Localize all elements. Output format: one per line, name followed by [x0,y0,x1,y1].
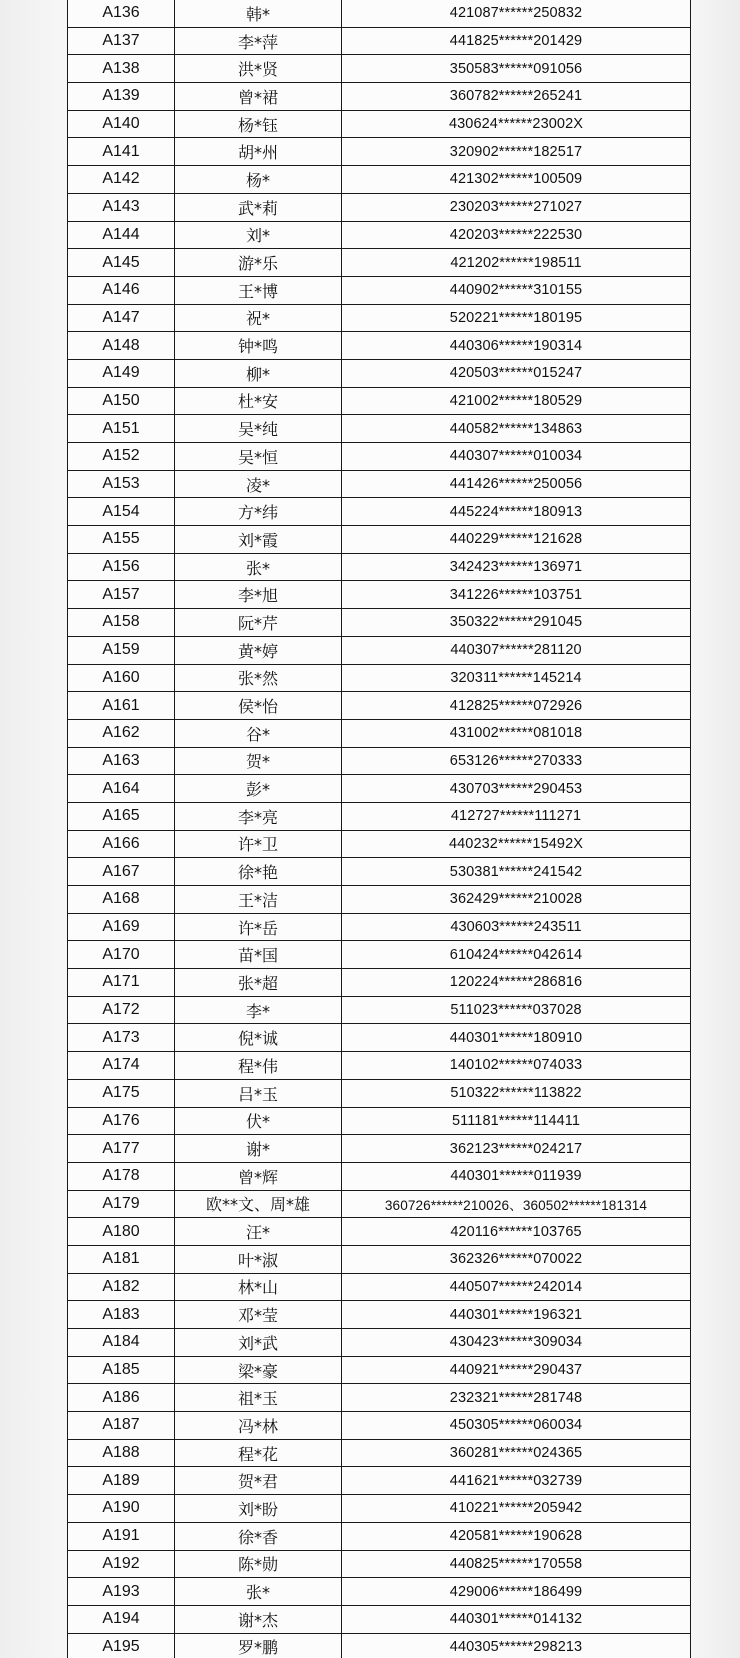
row-number-cell: A143 [68,193,175,221]
name-cell: 李*萍 [175,27,342,55]
id-number-cell: 530381******241542 [342,858,691,886]
table-row [68,802,691,830]
table-row [68,359,691,387]
row-number-cell: A161 [68,692,175,720]
name-cell: 韩* [175,0,342,27]
name-cell: 李* [175,996,342,1024]
row-number-cell: A163 [68,747,175,775]
id-number-cell: 441825******201429 [342,27,691,55]
row-number-cell: A171 [68,969,175,997]
id-number-cell: 610424******042614 [342,941,691,969]
table-row [68,664,691,692]
id-number-cell: 440582******134863 [342,415,691,443]
table-row [68,692,691,720]
name-cell: 吴*恒 [175,443,342,471]
id-number-cell: 420116******103765 [342,1218,691,1246]
table-row [68,1356,691,1384]
name-cell: 谢* [175,1135,342,1163]
table-row [68,1578,691,1606]
row-number-cell: A182 [68,1273,175,1301]
id-number-cell: 362429******210028 [342,886,691,914]
id-number-cell: 440307******281120 [342,636,691,664]
id-number-cell: 362326******070022 [342,1245,691,1273]
row-number-cell: A191 [68,1522,175,1550]
table-row [68,719,691,747]
table-row [68,1135,691,1163]
row-number-cell: A184 [68,1329,175,1357]
name-cell: 程*花 [175,1439,342,1467]
roster-table [67,0,691,1658]
table-row [68,470,691,498]
table-row [68,636,691,664]
row-number-cell: A174 [68,1052,175,1080]
name-cell: 武*莉 [175,193,342,221]
row-number-cell: A155 [68,526,175,554]
id-number-cell: 232321******281748 [342,1384,691,1412]
name-cell: 刘*霞 [175,526,342,554]
name-cell: 王*洁 [175,886,342,914]
row-number-cell: A178 [68,1162,175,1190]
table-row [68,1329,691,1357]
row-number-cell: A157 [68,581,175,609]
row-number-cell: A158 [68,609,175,637]
id-number-cell: 430603******243511 [342,913,691,941]
id-number-cell: 360726******210026、360502******181314 [342,1190,691,1218]
table-row [68,1079,691,1107]
name-cell: 曾*裙 [175,83,342,111]
row-number-cell: A173 [68,1024,175,1052]
name-cell: 钟*鸣 [175,332,342,360]
id-number-cell: 440902******310155 [342,276,691,304]
row-number-cell: A192 [68,1550,175,1578]
row-number-cell: A159 [68,636,175,664]
name-cell: 张*超 [175,969,342,997]
name-cell: 贺*君 [175,1467,342,1495]
table-row [68,1162,691,1190]
name-cell: 王*博 [175,276,342,304]
id-number-cell: 140102******074033 [342,1052,691,1080]
table-row [68,858,691,886]
table-row [68,387,691,415]
row-number-cell: A175 [68,1079,175,1107]
id-number-cell: 440825******170558 [342,1550,691,1578]
row-number-cell: A140 [68,110,175,138]
row-number-cell: A167 [68,858,175,886]
row-number-cell: A156 [68,553,175,581]
row-number-cell: A165 [68,802,175,830]
row-number-cell: A186 [68,1384,175,1412]
row-number-cell: A181 [68,1245,175,1273]
row-number-cell: A152 [68,443,175,471]
table-row [68,1024,691,1052]
table-row [68,498,691,526]
table-row [68,27,691,55]
id-number-cell: 421202******198511 [342,249,691,277]
row-number-cell: A179 [68,1190,175,1218]
name-cell: 游*乐 [175,249,342,277]
id-number-cell: 420203******222530 [342,221,691,249]
id-number-cell: 320902******182517 [342,138,691,166]
row-number-cell: A148 [68,332,175,360]
name-cell: 刘*武 [175,1329,342,1357]
name-cell: 汪* [175,1218,342,1246]
name-cell: 谷* [175,719,342,747]
table-row [68,138,691,166]
id-number-cell: 511023******037028 [342,996,691,1024]
name-cell: 杜*安 [175,387,342,415]
id-number-cell: 341226******103751 [342,581,691,609]
table-row [68,913,691,941]
id-number-cell: 350322******291045 [342,609,691,637]
id-number-cell: 440306******190314 [342,332,691,360]
row-number-cell: A170 [68,941,175,969]
table-row [68,1439,691,1467]
id-number-cell: 440301******196321 [342,1301,691,1329]
name-cell: 许*卫 [175,830,342,858]
name-cell: 梁*豪 [175,1356,342,1384]
id-number-cell: 429006******186499 [342,1578,691,1606]
name-cell: 程*伟 [175,1052,342,1080]
id-number-cell: 412825******072926 [342,692,691,720]
id-number-cell: 511181******114411 [342,1107,691,1135]
name-cell: 杨* [175,166,342,194]
table-row [68,526,691,554]
name-cell: 冯*林 [175,1412,342,1440]
table-row [68,969,691,997]
name-cell: 叶*淑 [175,1245,342,1273]
name-cell: 刘* [175,221,342,249]
row-number-cell: A154 [68,498,175,526]
name-cell: 陈*勋 [175,1550,342,1578]
name-cell: 李*亮 [175,802,342,830]
name-cell: 侯*怡 [175,692,342,720]
table-row [68,332,691,360]
id-number-cell: 440307******010034 [342,443,691,471]
row-number-cell: A139 [68,83,175,111]
table-row [68,1190,691,1218]
table-row [68,1605,691,1633]
row-number-cell: A151 [68,415,175,443]
table-row [68,1384,691,1412]
id-number-cell: 420581******190628 [342,1522,691,1550]
name-cell: 苗*国 [175,941,342,969]
row-number-cell: A168 [68,886,175,914]
table-row [68,553,691,581]
name-cell: 曾*辉 [175,1162,342,1190]
table-row [68,166,691,194]
row-number-cell: A147 [68,304,175,332]
table-row [68,415,691,443]
id-number-cell: 653126******270333 [342,747,691,775]
name-cell: 吕*玉 [175,1079,342,1107]
id-number-cell: 440232******15492X [342,830,691,858]
id-number-cell: 510322******113822 [342,1079,691,1107]
row-number-cell: A189 [68,1467,175,1495]
row-number-cell: A138 [68,55,175,83]
table-row [68,0,691,27]
id-number-cell: 421302******100509 [342,166,691,194]
name-cell: 罗*鹏 [175,1633,342,1658]
table-row [68,1550,691,1578]
row-number-cell: A193 [68,1578,175,1606]
row-number-cell: A169 [68,913,175,941]
id-number-cell: 421002******180529 [342,387,691,415]
id-number-cell: 440301******014132 [342,1605,691,1633]
id-number-cell: 421087******250832 [342,0,691,27]
id-number-cell: 362123******024217 [342,1135,691,1163]
name-cell: 林*山 [175,1273,342,1301]
table-row [68,221,691,249]
id-number-cell: 445224******180913 [342,498,691,526]
id-number-cell: 320311******145214 [342,664,691,692]
table-row [68,1633,691,1658]
id-number-cell: 520221******180195 [342,304,691,332]
table-row [68,830,691,858]
name-cell: 阮*芹 [175,609,342,637]
table-row [68,581,691,609]
row-number-cell: A144 [68,221,175,249]
id-number-cell: 230203******271027 [342,193,691,221]
name-cell: 谢*杰 [175,1605,342,1633]
name-cell: 邓*莹 [175,1301,342,1329]
name-cell: 彭* [175,775,342,803]
id-number-cell: 440305******298213 [342,1633,691,1658]
table-row [68,609,691,637]
row-number-cell: A153 [68,470,175,498]
id-number-cell: 430423******309034 [342,1329,691,1357]
row-number-cell: A195 [68,1633,175,1658]
table-row [68,276,691,304]
table-row [68,304,691,332]
name-cell: 凌* [175,470,342,498]
table-row [68,1412,691,1440]
id-number-cell: 440921******290437 [342,1356,691,1384]
id-number-cell: 360782******265241 [342,83,691,111]
table-row [68,1107,691,1135]
name-cell: 祝* [175,304,342,332]
table-row [68,443,691,471]
id-number-cell: 420503******015247 [342,359,691,387]
table-row [68,83,691,111]
row-number-cell: A146 [68,276,175,304]
row-number-cell: A187 [68,1412,175,1440]
row-number-cell: A136 [68,0,175,27]
name-cell: 杨*钰 [175,110,342,138]
table-row [68,193,691,221]
row-number-cell: A166 [68,830,175,858]
table-row [68,941,691,969]
id-number-cell: 342423******136971 [342,553,691,581]
id-number-cell: 430624******23002X [342,110,691,138]
name-cell: 许*岳 [175,913,342,941]
id-number-cell: 360281******024365 [342,1439,691,1467]
table-row [68,1467,691,1495]
row-number-cell: A164 [68,775,175,803]
id-number-cell: 430703******290453 [342,775,691,803]
name-cell: 伏* [175,1107,342,1135]
row-number-cell: A194 [68,1605,175,1633]
id-number-cell: 350583******091056 [342,55,691,83]
table-row [68,1495,691,1523]
row-number-cell: A137 [68,27,175,55]
name-cell: 方*纬 [175,498,342,526]
id-number-cell: 450305******060034 [342,1412,691,1440]
table-row [68,1301,691,1329]
name-cell: 徐*香 [175,1522,342,1550]
row-number-cell: A177 [68,1135,175,1163]
row-number-cell: A188 [68,1439,175,1467]
table-row [68,55,691,83]
row-number-cell: A180 [68,1218,175,1246]
row-number-cell: A185 [68,1356,175,1384]
name-cell: 徐*艳 [175,858,342,886]
id-number-cell: 410221******205942 [342,1495,691,1523]
name-cell: 黄*婷 [175,636,342,664]
table-row [68,249,691,277]
roster-table-body [68,0,691,1658]
name-cell: 欧**文、周*雄 [175,1190,342,1218]
row-number-cell: A183 [68,1301,175,1329]
id-number-cell: 440301******011939 [342,1162,691,1190]
id-number-cell: 120224******286816 [342,969,691,997]
row-number-cell: A160 [68,664,175,692]
name-cell: 柳* [175,359,342,387]
name-cell: 张* [175,553,342,581]
table-row [68,747,691,775]
row-number-cell: A149 [68,359,175,387]
id-number-cell: 440301******180910 [342,1024,691,1052]
name-cell: 刘*盼 [175,1495,342,1523]
table-row [68,1273,691,1301]
table-row [68,1052,691,1080]
id-number-cell: 431002******081018 [342,719,691,747]
name-cell: 吴*纯 [175,415,342,443]
row-number-cell: A176 [68,1107,175,1135]
row-number-cell: A142 [68,166,175,194]
name-cell: 倪*诚 [175,1024,342,1052]
row-number-cell: A145 [68,249,175,277]
name-cell: 洪*贤 [175,55,342,83]
row-number-cell: A141 [68,138,175,166]
row-number-cell: A172 [68,996,175,1024]
table-row [68,1245,691,1273]
name-cell: 祖*玉 [175,1384,342,1412]
table-row [68,110,691,138]
row-number-cell: A190 [68,1495,175,1523]
name-cell: 贺* [175,747,342,775]
id-number-cell: 441621******032739 [342,1467,691,1495]
table-row [68,1522,691,1550]
table-row [68,996,691,1024]
name-cell: 胡*州 [175,138,342,166]
id-number-cell: 440229******121628 [342,526,691,554]
row-number-cell: A162 [68,719,175,747]
id-number-cell: 412727******111271 [342,802,691,830]
table-row [68,775,691,803]
row-number-cell: A150 [68,387,175,415]
name-cell: 张* [175,1578,342,1606]
id-number-cell: 441426******250056 [342,470,691,498]
name-cell: 张*然 [175,664,342,692]
table-row [68,1218,691,1246]
name-cell: 李*旭 [175,581,342,609]
table-row [68,886,691,914]
id-number-cell: 440507******242014 [342,1273,691,1301]
